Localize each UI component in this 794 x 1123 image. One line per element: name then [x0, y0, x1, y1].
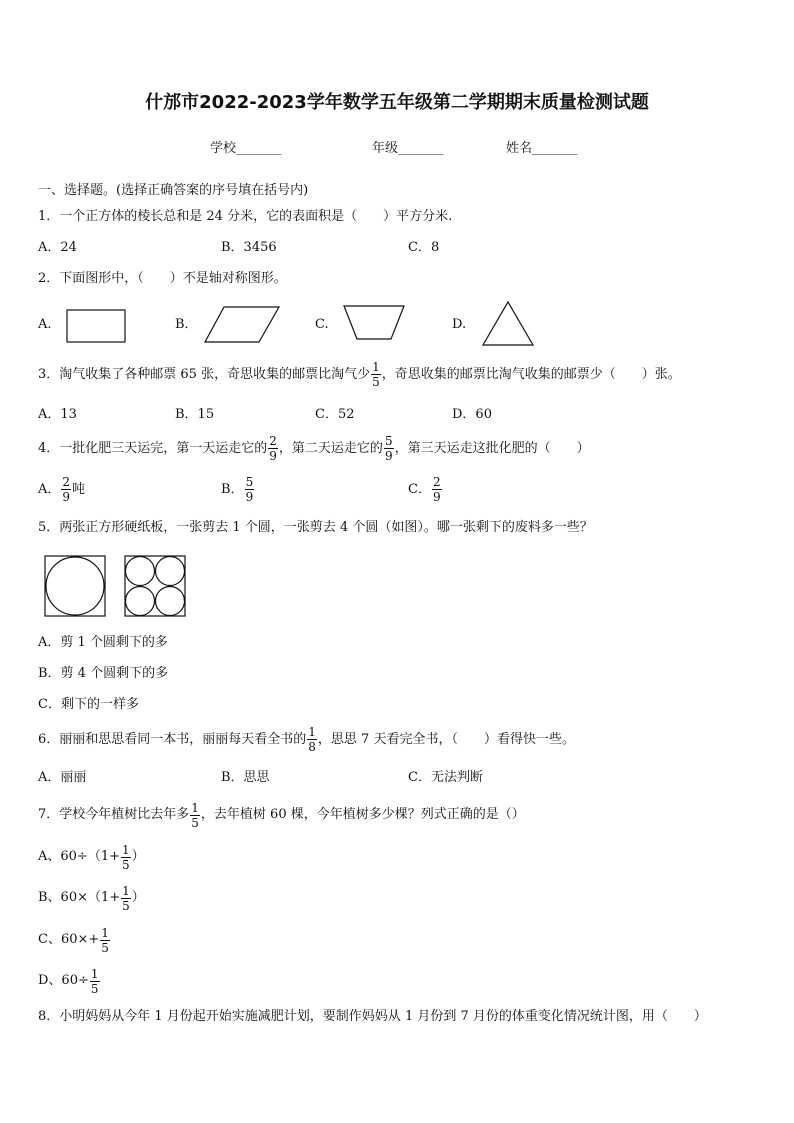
fraction-denominator: 5 [122, 858, 130, 872]
option-expression: B、60×（1+ [38, 890, 121, 905]
fraction-denominator: 9 [245, 490, 254, 504]
fraction-numerator: 2 [432, 475, 441, 489]
q7-option-a [38, 843, 145, 872]
q3-fraction [371, 360, 381, 389]
trapezoid-shape [343, 305, 405, 341]
q4-a-fraction [61, 475, 71, 504]
q5-option-a: A．剪 1 个圆剩下的多 [38, 635, 168, 650]
q7-c-fraction [100, 926, 110, 955]
q7-b-fraction [121, 884, 131, 913]
square-one-circle-figure [44, 555, 106, 617]
q1-option-a: A．24 [38, 240, 77, 255]
fraction-numerator: 1 [122, 843, 130, 857]
q4-fraction-2 [384, 434, 394, 463]
q3-stem-text-end: ，奇思收集的邮票比淘气收集的邮票少（ ）张。 [381, 367, 681, 382]
triangle-shape [482, 301, 534, 347]
q6-option-a: A．丽丽 [38, 770, 87, 785]
fraction-denominator: 5 [372, 375, 380, 389]
fraction-denominator: 9 [269, 449, 277, 463]
question-7 [38, 801, 525, 830]
option-letter: C． [408, 482, 431, 497]
q4-option-c [408, 475, 443, 504]
q7-option-c [38, 926, 111, 955]
name-field: 姓名_______ [506, 141, 578, 156]
grade-field: 年级_______ [372, 141, 444, 156]
q7-d-fraction [90, 967, 100, 996]
parallelogram-shape [204, 306, 280, 344]
q2-option-d: D. [452, 317, 467, 332]
q6-option-b: B．思思 [221, 770, 270, 785]
fraction-numerator: 5 [245, 475, 254, 489]
q6-stem-text-end: ，思思 7 天看完全书，（ ）看得快一些。 [317, 732, 575, 747]
section-heading: 一、选择题。(选择正确答案的序号填在括号内) [38, 183, 309, 198]
q6-option-c: C．无法判断 [408, 770, 483, 785]
fraction-numerator: 2 [62, 475, 71, 489]
question-2: 2．下面图形中，（ ）不是轴对称图形。 [38, 271, 287, 286]
option-expression: A、60÷（1+ [38, 849, 120, 864]
q4-stem-text-mid: ，第二天运走它的 [278, 441, 383, 456]
fraction-numerator: 1 [90, 967, 99, 981]
q3-option-c: C．52 [315, 407, 355, 422]
fraction-denominator: 9 [432, 490, 441, 504]
fraction-denominator: 9 [384, 449, 393, 463]
q2-option-b: B． [175, 317, 198, 332]
fraction-numerator: 1 [191, 801, 199, 815]
q7-option-b [38, 884, 145, 913]
question-4 [38, 434, 590, 463]
option-expression: C、60×+ [38, 932, 100, 947]
q3-stem-text: 3．淘气收集了各种邮票 65 张，奇思收集的邮票比淘气少 [38, 367, 371, 382]
q7-fraction [190, 801, 200, 830]
q3-option-d: D．60 [452, 407, 492, 422]
q2-option-c: C. [315, 317, 329, 332]
q1-option-c: C．8 [408, 240, 440, 255]
q7-stem-text: 7．学校今年植树比去年多 [38, 807, 190, 822]
fraction-numerator: 5 [384, 434, 393, 448]
q4-option-b [221, 475, 255, 504]
fraction-numerator: 1 [101, 926, 109, 940]
fraction-numerator: 2 [269, 434, 277, 448]
q4-stem-text-end: ，第三天运走这批化肥的（ ） [394, 441, 590, 456]
option-letter: A． [38, 482, 61, 497]
q7-stem-text-end: ，去年植树 60 棵，今年植树多少棵？列式正确的是（） [200, 807, 525, 822]
q6-stem-text: 6．丽丽和思思看同一本书，丽丽每天看全书的 [38, 732, 307, 747]
fraction-denominator: 8 [308, 740, 316, 754]
q3-option-a: A．13 [38, 407, 77, 422]
option-expression: D、60÷ [38, 973, 89, 988]
option-unit: 吨 [72, 482, 86, 497]
school-field: 学校_______ [210, 141, 282, 156]
question-5: 5．两张正方形硬纸板，一张剪去 1 个圆，一张剪去 4 个圆（如图）。哪一张剩下的废料多一些？ [38, 520, 593, 535]
q4-b-fraction [245, 475, 255, 504]
question-3 [38, 360, 681, 389]
option-letter: B． [221, 482, 244, 497]
square-four-circles-figure [124, 555, 186, 617]
q2-option-a: A. [38, 317, 52, 332]
q4-stem-text: 4．一批化肥三天运完，第一天运走它的 [38, 441, 268, 456]
q5-option-c: C．剩下的一样多 [38, 697, 139, 712]
question-8: 8．小明妈妈从今年 1 月份起开始实施减肥计划，要制作妈妈从 1 月份到 7 月份的体重变化情况统计图，用（ ） [38, 1009, 707, 1024]
q5-option-b: B．剪 4 个圆剩下的多 [38, 666, 169, 681]
fraction-denominator: 9 [62, 490, 71, 504]
question-1: 1．一个正方体的棱长总和是 24 分米，它的表面积是（ ）平方分米. [38, 209, 453, 224]
fraction-denominator: 5 [101, 941, 109, 955]
fraction-denominator: 5 [191, 816, 199, 830]
fraction-numerator: 1 [308, 725, 316, 739]
fraction-denominator: 5 [122, 899, 130, 913]
q7-option-d [38, 967, 101, 996]
fraction-denominator: 5 [90, 982, 99, 996]
fraction-numerator: 1 [122, 884, 130, 898]
q4-fraction-1 [268, 434, 278, 463]
q4-option-a [38, 475, 85, 504]
q3-option-b: B．15 [175, 407, 215, 422]
option-expression-end: ） [131, 849, 145, 864]
option-expression-end: ） [131, 890, 145, 905]
q7-a-fraction [121, 843, 131, 872]
fraction-numerator: 1 [372, 360, 380, 374]
question-6 [38, 725, 575, 754]
q1-option-b: B．3456 [221, 240, 277, 255]
q4-c-fraction [432, 475, 442, 504]
q6-fraction [307, 725, 317, 754]
rectangle-shape [66, 309, 128, 345]
page-title: 什邡市2022-2023学年数学五年级第二学期期末质量检测试题 [145, 92, 649, 113]
